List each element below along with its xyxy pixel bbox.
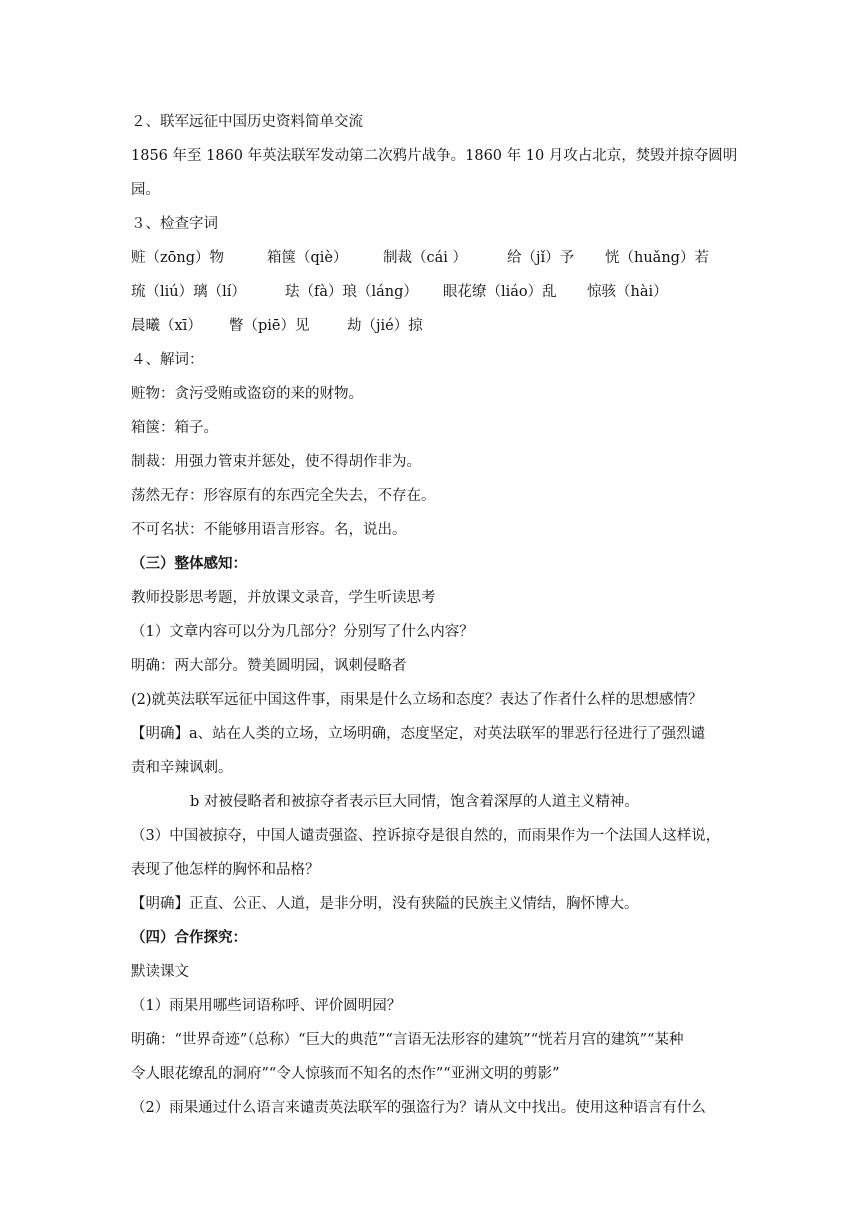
section2-heading: ２、联军远征中国历史资料简单交流: [131, 114, 363, 130]
vocab-row-1: [131, 248, 732, 268]
answer-4-line-2: 令人眼花缭乱的洞府”“令人惊骇而不知名的杰作”“亚洲文明的剪影”: [131, 1066, 560, 1082]
part4-intro: 默读课文: [131, 964, 189, 980]
history-line-1: 1856 年至 1860 年英法联军发动第二次鸦片战争。1860 年 10 月攻占北京，焚毁并掠夺圆明: [131, 148, 738, 164]
answer-4-line-1: 明确：“世界奇迹”（总称）“巨大的典范”“言语无法形容的建筑”“恍若月宫的建筑”“某种: [131, 1032, 684, 1048]
question-5: （2）雨果通过什么语言来谴责英法联军的强盗行为？请从文中找出。使用这种语言有什么: [131, 1100, 706, 1116]
definition: 赃物：贪污受贿或盗窃的来的财物。: [131, 386, 363, 402]
vocab-item: 珐（fà）琅（láng）: [285, 284, 418, 300]
definition: 箱箧：箱子。: [131, 420, 218, 436]
definition: 制裁：用强力管束并惩处，使不得胡作非为。: [131, 454, 421, 470]
vocab-item: 赃（zōng）物: [131, 250, 224, 266]
question-2: (2)就英法联军远征中国这件事，雨果是什么立场和态度？表达了作者什么样的思想感情？: [131, 692, 703, 708]
vocab-item: 劫（jié）掠: [347, 318, 423, 334]
answer-2-line-2: 责和辛辣讽刺。: [131, 760, 233, 776]
answer-1: 明确：两大部分。赞美圆明园，讽刺侵略者: [131, 658, 407, 674]
question-1: （1）文章内容可以分为几部分？分别写了什么内容？: [131, 624, 474, 640]
part3-intro: 教师投影思考题，并放课文录音，学生听读思考: [131, 590, 436, 606]
part4-heading: （四）合作探究：: [131, 929, 247, 946]
question-4: （1）雨果用哪些词语称呼、评价圆明园？: [131, 998, 402, 1014]
vocab-row-2: [131, 282, 732, 302]
vocab-item: 琉（liú）璃（lí）: [131, 284, 246, 300]
definition: 荡然无存：形容原有的东西完全失去，不存在。: [131, 488, 436, 504]
section4-heading: ４、解词：: [131, 352, 204, 368]
section3-heading: ３、检查字词: [131, 216, 218, 232]
history-line-2: 园。: [131, 182, 160, 198]
vocab-item: 晨曦（xī）: [131, 318, 202, 334]
vocab-item: 瞥（piē）见: [229, 318, 310, 334]
vocab-item: 给（jǐ）予: [507, 250, 575, 266]
vocab-item: 眼花缭（liáo）乱: [443, 284, 557, 300]
vocab-item: 箱箧（qiè）: [267, 250, 348, 266]
question-3-line-2: 表现了他怎样的胸怀和品格？: [131, 862, 320, 878]
answer-3: 【明确】正直、公正、人道，是非分明，没有狭隘的民族主义情结，胸怀博大。: [131, 896, 639, 912]
vocab-row-3: [131, 316, 732, 336]
definition: 不可名状：不能够用语言形容。名，说出。: [131, 522, 407, 538]
vocab-item: 惊骇（hài）: [587, 284, 668, 300]
answer-2-b: b 对被侵略者和被掠夺者表示巨大同情，饱含着深厚的人道主义精神。: [190, 794, 639, 810]
answer-2-line-1: 【明确】a、站在人类的立场，立场明确，态度坚定，对英法联军的罪恶行径进行了强烈谴: [131, 726, 706, 742]
vocab-item: 制裁（cái ）: [383, 250, 468, 266]
question-3-line-1: （3）中国被掠夺，中国人谴责强盗、控诉掠夺是很自然的，而雨果作为一个法国人这样说，: [131, 828, 721, 844]
vocab-item: 恍（huǎng）若: [605, 250, 709, 266]
part3-heading: （三）整体感知：: [131, 555, 247, 572]
